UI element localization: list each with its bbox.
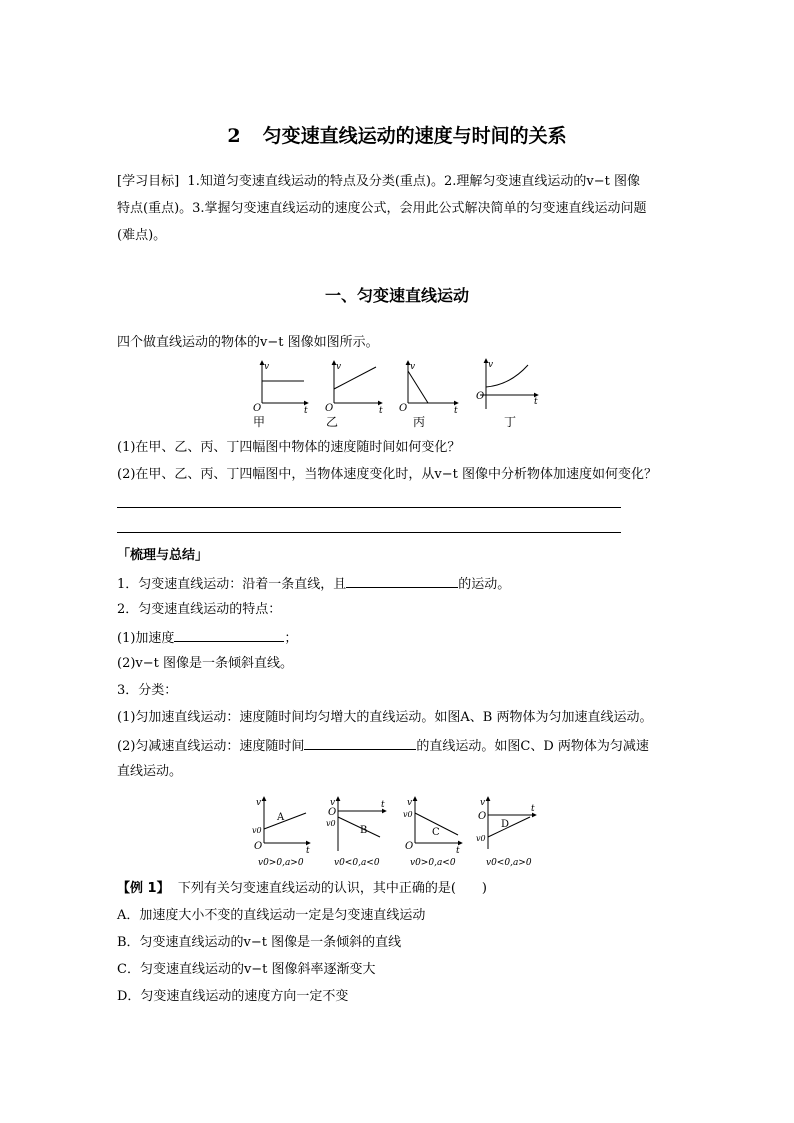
intro-text: 四个做直线运动的物体的v−t 图像如图所示。 [117, 335, 379, 350]
axis-v-label: v [488, 360, 494, 370]
graph-label-jia: 甲 [253, 415, 266, 429]
origin-label: O [328, 807, 337, 818]
section-heading: 一、匀变速直线运动 [324, 286, 469, 305]
origin-label: O [476, 391, 485, 402]
objectives-label: [学习目标] [117, 174, 180, 189]
axis-t-label: t [379, 406, 383, 416]
objectives-line-1 [117, 172, 640, 192]
letter-b: B [360, 825, 368, 836]
summary-item-3-2 [117, 735, 649, 757]
summary-item-3-2-suffix: 的直线运动。如图C、D 两物体为匀减速 [416, 739, 649, 754]
graph-d [476, 797, 536, 868]
question-1: (1)在甲、乙、丙、丁四幅图中物体的速度随时间如何变化？ [117, 440, 461, 455]
axis-v-label: v [264, 362, 270, 372]
origin-label: O [478, 811, 487, 822]
graph-bing [399, 361, 458, 429]
vt-graphs-row-2 [250, 793, 550, 873]
graph-yi [325, 361, 383, 429]
summary-item-3-2-line2: 直线运动。 [117, 764, 183, 779]
letter-d: D [501, 819, 510, 830]
summary-heading: 「梳理与总结」 [117, 548, 209, 563]
axis-v-label: v [407, 798, 413, 808]
objectives-line-3: (难点)。 [117, 228, 167, 243]
axis-t-label: t [534, 397, 538, 407]
condition-b: v0<0,a<0 [334, 858, 380, 868]
graph-label-yi: 乙 [326, 415, 339, 429]
graph-b [326, 797, 386, 868]
axis-t-label: t [454, 406, 458, 416]
answer-line-1 [117, 507, 621, 508]
page-title [0, 121, 794, 148]
axis-v-label: v [330, 798, 336, 808]
condition-a: v0>0,a>0 [258, 858, 304, 868]
axis-t-label: t [306, 846, 310, 856]
v0-label: v0 [326, 819, 336, 828]
origin-label: O [399, 403, 408, 414]
fill-blank-3 [304, 735, 416, 750]
origin-label: O [325, 403, 334, 414]
graph-label-bing: 丙 [413, 415, 426, 429]
summary-item-3-2-prefix: (2)匀减速直线运动：速度随时间 [117, 739, 305, 754]
summary-item-3-1: (1)匀加速直线运动：速度随时间均匀增大的直线运动。如图A、B 两物体为匀加速直线运动。 [117, 710, 653, 725]
axis-t-label: t [456, 846, 460, 856]
example-stem: 下列有关匀变速直线运动的认识，其中正确的是( ) [177, 881, 487, 896]
condition-d: v0<0,a>0 [486, 858, 532, 868]
summary-item-3: 3．分类： [117, 683, 178, 698]
v0-label: v0 [476, 834, 486, 843]
graph-a [252, 797, 310, 868]
fill-blank-1 [346, 573, 458, 588]
graph-jia [253, 361, 308, 429]
summary-item-1 [117, 573, 510, 595]
graph-c [403, 797, 462, 868]
axis-t-label: t [304, 406, 308, 416]
origin-label: O [405, 841, 414, 852]
option-a[interactable]: A．加速度大小不变的直线运动一定是匀变速直线运动 [117, 908, 426, 923]
example-stem-line [117, 879, 487, 899]
letter-a: A [277, 812, 285, 823]
option-b[interactable]: B．匀变速直线运动的v−t 图像是一条倾斜的直线 [117, 935, 402, 950]
title-number: 2 [227, 125, 241, 147]
summary-item-1-prefix: 1．匀变速直线运动：沿着一条直线，且 [117, 577, 347, 592]
example-label: 【例 1】 [117, 881, 170, 896]
answer-line-2 [117, 532, 621, 533]
origin-label: O [254, 841, 263, 852]
axis-v-label: v [336, 362, 342, 372]
axis-v-label: v [410, 362, 416, 372]
summary-item-2: 2．匀变速直线运动的特点： [117, 602, 282, 617]
summary-item-2-1-prefix: (1)加速度 [117, 631, 175, 646]
graph-label-ding: 丁 [504, 415, 517, 429]
v0-label: v0 [403, 810, 413, 819]
v0-label: v0 [252, 826, 262, 835]
summary-item-2-1-suffix: ； [284, 631, 298, 646]
fill-blank-2 [174, 627, 284, 642]
question-2: (2)在甲、乙、丙、丁四幅图中，当物体速度变化时，从v−t 图像中分析物体加速度如何变化？ [117, 467, 658, 482]
condition-c: v0>0,a<0 [410, 858, 456, 868]
axis-v-label: v [480, 798, 486, 808]
summary-item-2-1 [117, 627, 297, 649]
summary-item-1-suffix: 的运动。 [458, 577, 511, 592]
axis-v-label: v [256, 798, 262, 808]
axis-t-label: t [381, 800, 385, 810]
axis-t-label: t [531, 804, 535, 814]
option-d[interactable]: D．匀变速直线运动的速度方向一定不变 [117, 989, 349, 1004]
letter-c: C [432, 827, 440, 838]
summary-item-2-2: (2)v−t 图像是一条倾斜直线。 [117, 656, 294, 671]
vt-graphs-row-1 [248, 355, 548, 433]
graph-ding [476, 359, 538, 429]
title-text: 匀变速直线运动的速度与时间的关系 [262, 125, 567, 147]
origin-label: O [253, 403, 262, 414]
option-c[interactable]: C．匀变速直线运动的v−t 图像斜率逐渐变大 [117, 962, 376, 977]
objectives-line-2: 特点(重点)。3.掌握匀变速直线运动的速度公式，会用此公式解决简单的匀变速直线运动问题 [117, 201, 647, 216]
objectives-text-1: 1.知道匀变速直线运动的特点及分类(重点)。2.理解匀变速直线运动的v−t 图像 [187, 174, 640, 189]
